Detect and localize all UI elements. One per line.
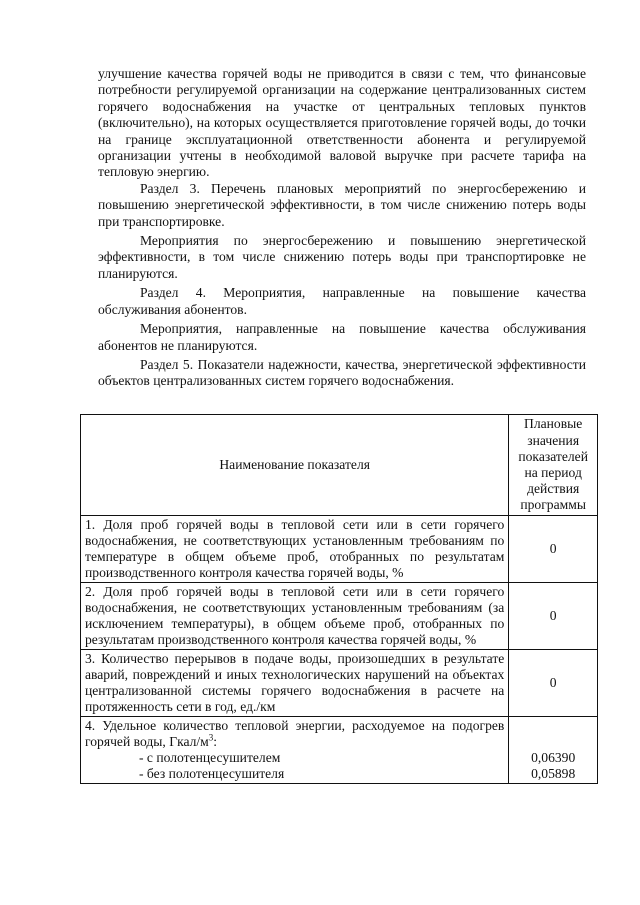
- indicator-4-title-text: 4. Удельное количество тепловой энергии, расходуемое на подогрев горячей воды, Гкал/м: [85, 718, 505, 749]
- indicator-4-sub-2-value: 0,05898: [531, 766, 576, 781]
- section-4-heading: Раздел 4. Мероприятия, направленные на повышение качества обслуживания абонентов.: [98, 285, 586, 317]
- indicator-4-title: [85, 718, 504, 750]
- indicator-4-sub-1-label: - с полотенцесушителем: [139, 750, 281, 765]
- header-indicator-name: Наименование показателя: [81, 415, 509, 516]
- indicator-4-colon: :: [213, 734, 218, 749]
- table-row: [81, 516, 598, 583]
- indicator-4-sub-2-label: - без полотенцесушителя: [139, 766, 285, 781]
- indicator-4-name: [81, 717, 509, 784]
- header-planned-values: Плановые значения показателей на период действия программы: [509, 415, 598, 516]
- section-5-heading: Раздел 5. Показатели надежности, качества, энергетической эффективности объектов централизованных систем горячего водоснабжения.: [98, 356, 586, 389]
- indicator-4-unit-superscript: 3: [208, 732, 214, 743]
- section-4-text: Мероприятия, направленные на повышение качества обслуживания абонентов не планируются.: [98, 321, 586, 353]
- indicator-3-value: 0: [509, 650, 598, 717]
- indicator-4-sub-1-value: 0,06390: [531, 750, 576, 765]
- indicator-1-value: 0: [509, 516, 598, 583]
- indicator-2-name: 2. Доля проб горячей воды в тепловой сети или в сети горячего водоснабжения, не соответствующих установленным требованиям (за исключением температуры), в общем объеме проб, отобранных по результатам производственного контроля качества горячей воды, %: [81, 583, 509, 650]
- indicator-3-name: 3. Количество перерывов в подаче воды, произошедших в результате аварий, повреждений и иных технологических нарушений на объектах централизованной системы горячего водоснабжения в расчете на протяженность сети в год, ед./км: [81, 650, 509, 717]
- table-row: [81, 650, 598, 717]
- indicator-4-values: [509, 717, 598, 784]
- section-3-text: Мероприятия по энергосбережению и повышению энергетической эффективности, в том числе снижению потерь воды при транспортировке не планируются.: [98, 233, 586, 281]
- body-text: [98, 66, 586, 390]
- table-row: [81, 583, 598, 650]
- section-3-heading: Раздел 3. Перечень плановых мероприятий по энергосбережению и повышению энергетической эффективности, в том числе снижению потерь воды при транспортировке.: [98, 180, 586, 229]
- table-row: [81, 717, 598, 784]
- indicator-2-value: 0: [509, 583, 598, 650]
- indicator-1-name: 1. Доля проб горячей воды в тепловой сети или в сети горячего водоснабжения, не соответствующих установленным требованиям по температуре в общем объеме проб, отобранных по результатам производственного контроля качества горячей воды, %: [81, 516, 509, 583]
- table-header-row: [81, 415, 598, 516]
- paragraph-continuation: улучшение качества горячей воды не приводится в связи с тем, что финансовые потребности регулируемой организации на содержание централизованных систем горячего водоснабжения на участке от центральных тепловых пунктов (включительно), на которых осуществляется приготовление горячей воды, до точки на границе эксплуатационной ответственности абонента и регулируемой организации учтены в необходимой валовой выручке при расчете тарифа на тепловую энергию.: [98, 66, 586, 180]
- indicators-table: [80, 414, 598, 784]
